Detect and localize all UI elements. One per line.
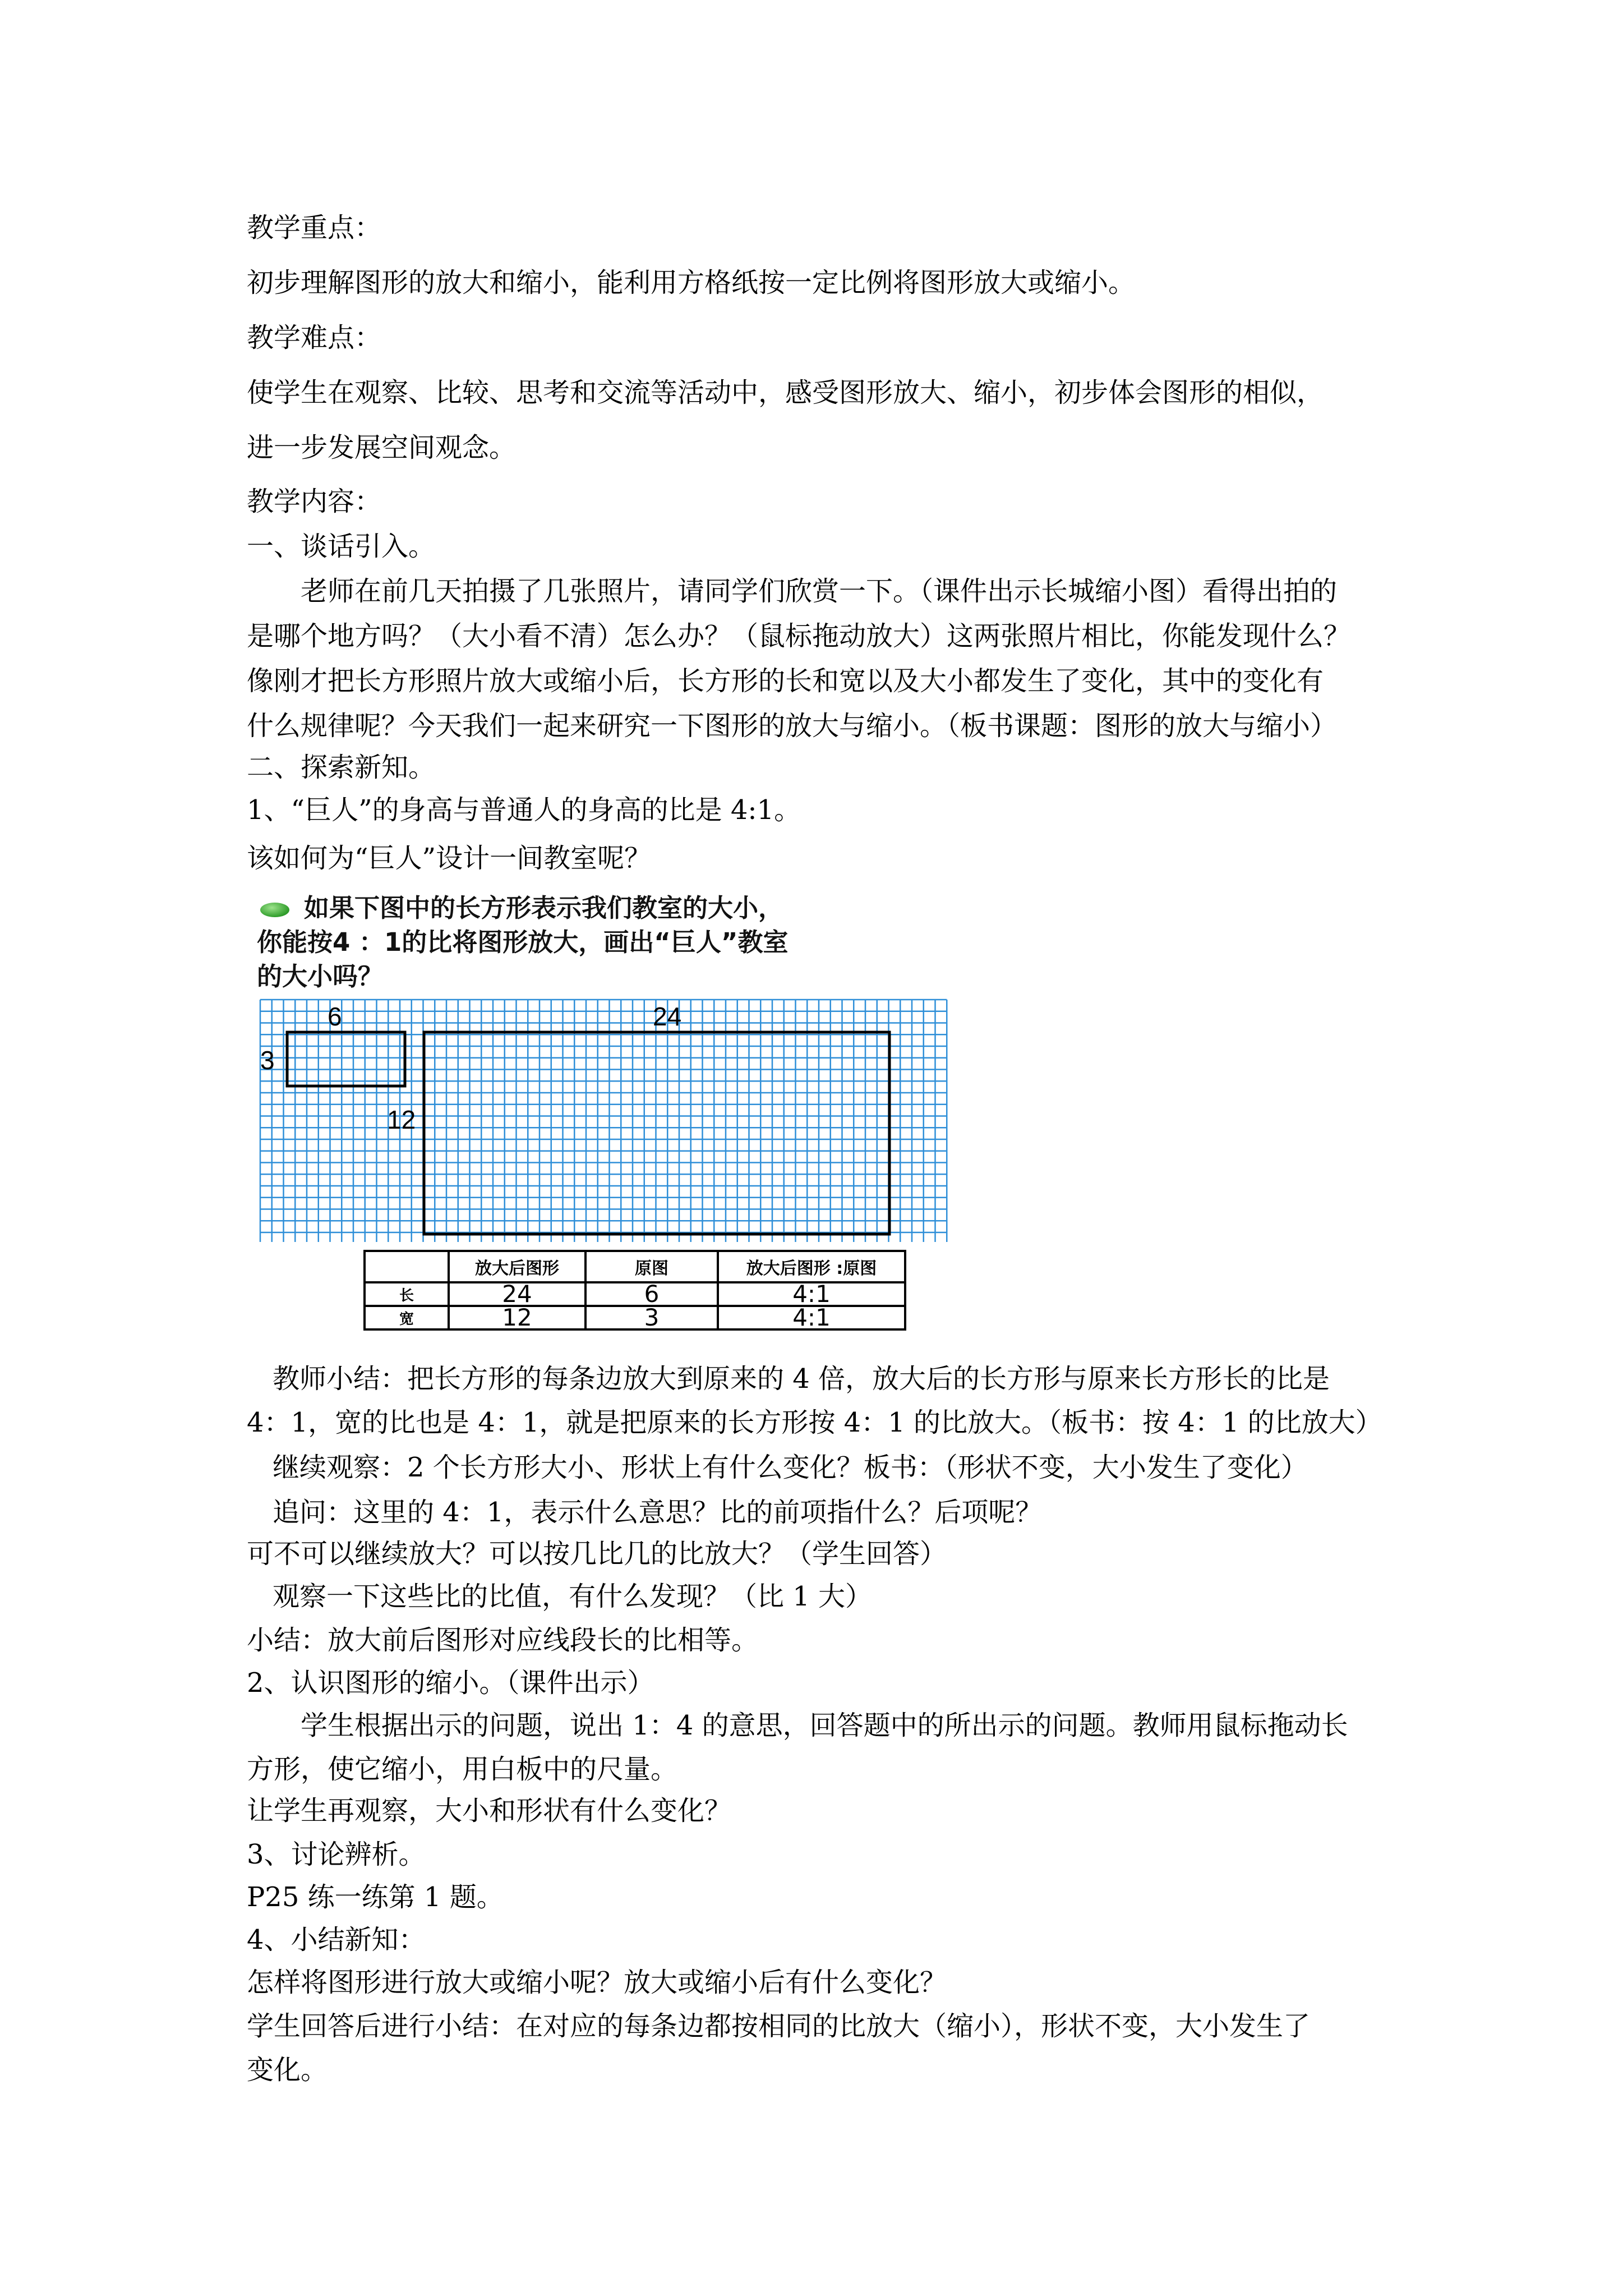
section-heading: 4、小结新知： [247, 1924, 426, 1955]
row-label: 宽 [365, 1306, 449, 1329]
paragraph: 方形，使它缩小，用白板中的尺量。 [247, 1754, 678, 1785]
paragraph: 该如何为“巨人”设计一间教室呢？ [247, 843, 652, 874]
paragraph: 4：1，宽的比也是 4：1，就是把原来的长方形按 4：1 的比放大。（板书：按 4：1 的比放大） [247, 1407, 1382, 1438]
grid-paper [257, 995, 952, 1242]
paragraph: 怎样将图形进行放大或缩小呢？放大或缩小后有什么变化？ [247, 1967, 947, 1998]
section-heading: 3、讨论辨析。 [247, 1839, 426, 1870]
table-row [365, 1306, 905, 1329]
paragraph: 进一步发展空间观念。 [247, 432, 517, 463]
large-height-label: 12 [387, 1105, 416, 1134]
table-corner-cell [365, 1251, 449, 1282]
paragraph: 继续观察：2 个长方形大小、形状上有什么变化？板书：（形状不变，大小发生了变化） [273, 1452, 1308, 1483]
table-header-row [365, 1251, 905, 1282]
paragraph: 使学生在观察、比较、思考和交流等活动中，感受图形放大、缩小，初步体会图形的相似， [247, 377, 1324, 408]
paragraph: 变化。 [247, 2054, 328, 2086]
comparison-table [363, 1250, 906, 1331]
paragraph: 可不可以继续放大？可以按几比几的比放大？（学生回答） [247, 1538, 947, 1570]
paragraph: 追问：这里的 4：1，表示什么意思？比的前项指什么？后项呢？ [273, 1497, 1043, 1528]
small-height-label: 3 [260, 1046, 275, 1075]
paragraph: 是哪个地方吗？（大小看不清）怎么办？（鼠标拖动放大）这两张照片相比，你能发现什么？ [247, 620, 1351, 652]
paragraph: 什么规律呢？今天我们一起来研究一下图形的放大与缩小。（板书课题：图形的放大与缩小） [247, 710, 1338, 742]
paragraph: 学生根据出示的问题，说出 1：4 的意思，回答题中的所出示的问题。教师用鼠标拖动长 [301, 1710, 1348, 1741]
paragraph: 1、“巨人”的身高与普通人的身高的比是 4:1。 [247, 794, 801, 826]
table-header-cell: 原图 [585, 1251, 718, 1282]
paragraph: 小结：放大前后图形对应线段长的比相等。 [247, 1625, 759, 1656]
row-label: 长 [365, 1282, 449, 1306]
section-heading: 二、探索新知。 [247, 752, 436, 783]
figure-heading-text-1: 如果下图中的长方形表示我们教室的大小， [304, 893, 784, 923]
figure-heading [257, 891, 952, 993]
figure-heading-line-3: 的大小吗？ [257, 961, 384, 991]
enlargement-figure [257, 891, 952, 1353]
paragraph: 教师小结：把长方形的每条边放大到原来的 4 倍，放大后的长方形与原来长方形长的比是 [273, 1363, 1330, 1395]
green-bullet-icon [260, 903, 289, 917]
grid-lines [260, 1000, 947, 1242]
table-header-cell: 放大后图形 [449, 1251, 585, 1282]
enlarged-rectangle [424, 1032, 889, 1234]
paragraph: 观察一下这些比的比值，有什么发现？（比 1 大） [273, 1581, 873, 1612]
paragraph: 老师在前几天拍摄了几张照片，请同学们欣赏一下。（课件出示长城缩小图）看得出拍的 [301, 576, 1338, 607]
heading-teaching-content: 教学内容： [247, 486, 382, 517]
paragraph: 像刚才把长方形照片放大或缩小后，长方形的长和宽以及大小都发生了变化，其中的变化有 [247, 665, 1324, 697]
small-width-label: 6 [328, 1002, 342, 1031]
section-heading: 2、认识图形的缩小。（课件出示） [247, 1667, 654, 1699]
large-width-label: 24 [653, 1002, 682, 1031]
table-row [365, 1282, 905, 1306]
paragraph: P25 练一练第 1 题。 [247, 1881, 504, 1913]
table-cell: 6 [585, 1282, 718, 1306]
table-cell: 12 [449, 1306, 585, 1329]
original-rectangle [287, 1032, 405, 1086]
heading-teaching-difficulty: 教学难点： [247, 322, 382, 353]
paragraph: 学生回答后进行小结：在对应的每条边都按相同的比放大（缩小），形状不变，大小发生了 [247, 2010, 1311, 2042]
figure-heading-line-1 [257, 891, 952, 925]
table-cell: 4:1 [718, 1306, 905, 1329]
table-header-cell: 放大后图形 :原图 [718, 1251, 905, 1282]
heading-teaching-focus: 教学重点： [247, 212, 382, 243]
table-cell: 4:1 [718, 1282, 905, 1306]
figure-heading-line-2: 你能按4 ：1的比将图形放大，画出“巨人”教室 [257, 927, 789, 957]
section-heading: 一、谈话引入。 [247, 531, 436, 562]
table-cell: 24 [449, 1282, 585, 1306]
table-cell: 3 [585, 1306, 718, 1329]
paragraph: 让学生再观察，大小和形状有什么变化？ [247, 1795, 732, 1826]
paragraph: 初步理解图形的放大和缩小，能利用方格纸按一定比例将图形放大或缩小。 [247, 267, 1136, 298]
